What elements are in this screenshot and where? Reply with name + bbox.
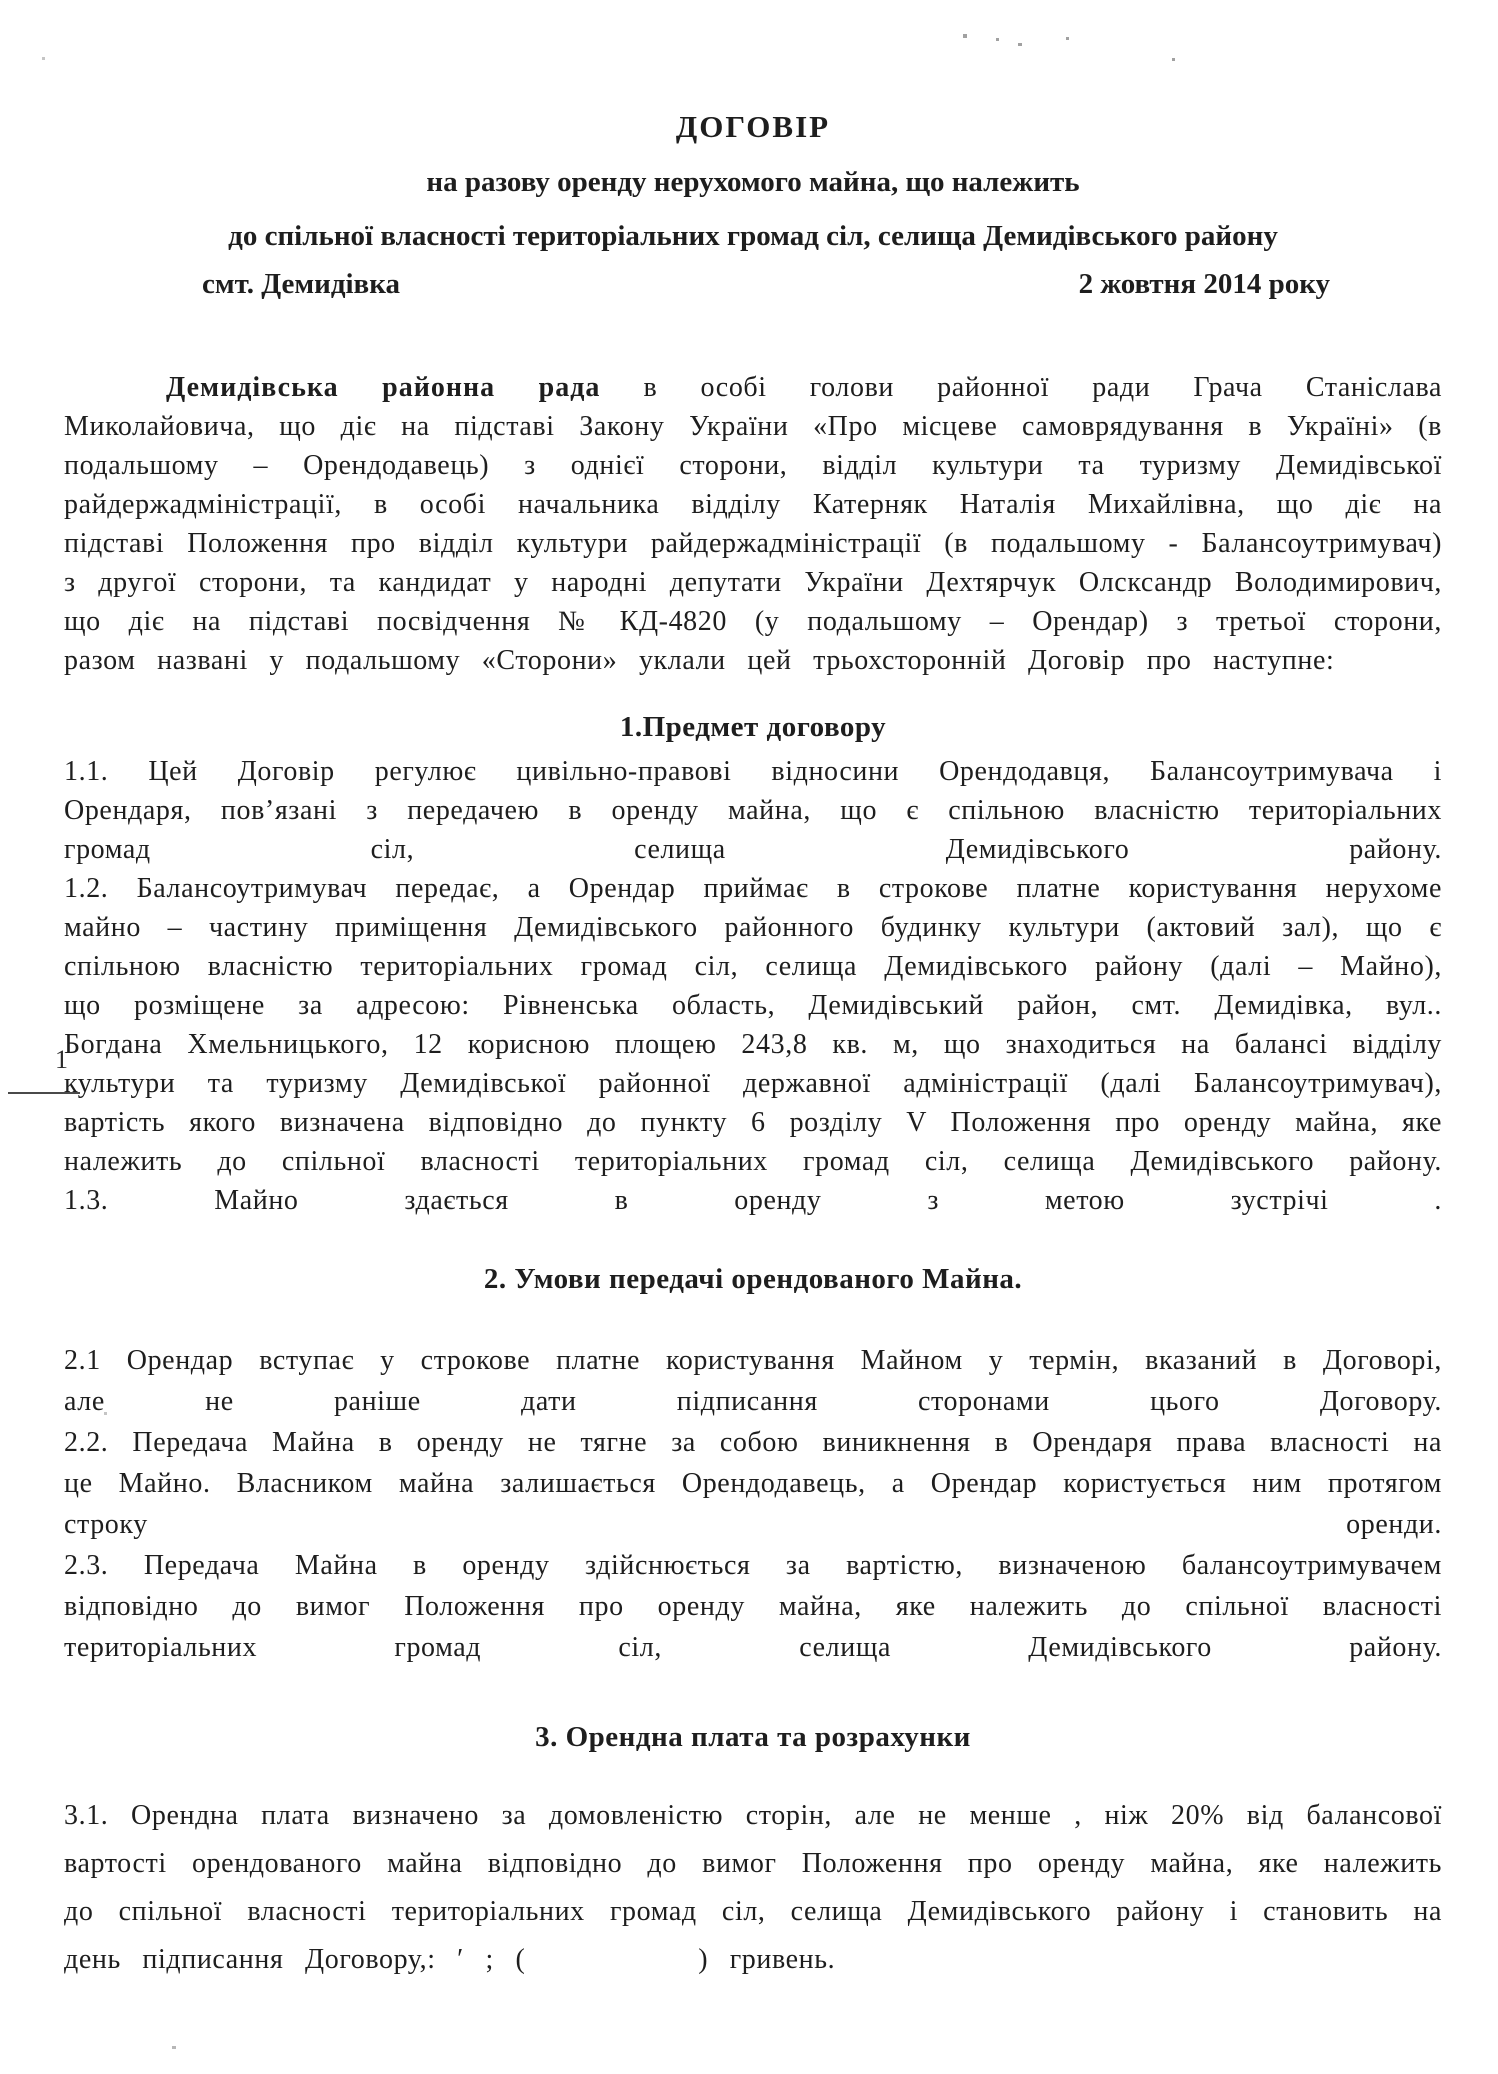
scan-speckle [42, 57, 45, 60]
section-3-rent-payments [64, 1716, 1442, 1984]
document-content [64, 0, 1442, 1984]
clause-2-2: 2.2. Передача Майна в оренду не тягне за собою виникнення в Орендаря права власності на це Майно. Власником майна залишається Орендодавець, а Орендар користується ним протягом строку оренди. [64, 1427, 1442, 1540]
preamble-paragraph [64, 368, 1442, 680]
clause-3-1: 3.1. Орендна плата визначено за домовленістю сторін, але не менше , ніж 20% від балансової вартості орендованого майна відповідно до вимог Положення про оренду майна, яке належить до спільної власності територіальних громад сіл, селища Демидівського району і становить на день підписання Договору,: ′ ; ( ) гривень. [64, 1800, 1442, 1975]
document-place: смт. Демидівка [202, 268, 400, 300]
preamble-lead-party: Демидівська районна рада [166, 372, 601, 403]
margin-page-number: 1 [55, 1045, 68, 1074]
clause-2-3: 2.3. Передача Майна в оренду здійснюється за вартістю, визначеною балансоутримувачем відповідно до вимог Положення про оренду майна, яке належить до спільної власності територіальних громад сіл, селища Демидівського району. [64, 1550, 1442, 1663]
document-subtitle-line-1: на разову оренду нерухомого майна, що належить [426, 166, 1080, 198]
document-subtitle-line-2: до спільної власності територіальних громад сіл, селища Демидівського району [228, 220, 1278, 252]
clause-1-2: 1.2. Балансоутримувач передає, а Орендар приймає в строкове платне користування нерухоме майно – частину приміщення Демидівського районного будинку культури (актовий зал), що є спільною власністю територіальних громад сіл, селища Демидівського району (далі – Майно), що розміщене за адресою: Рівненська область, Демидівський район, смт. Демидівка, вул.. Богдана Хмельницького, 12 корисною площею 243,8 кв. м, що знаходиться на балансі відділу культури та туризму Демидівської районної державної адміністрації (далі Балансоутримувач), вартість якого визначена відповідно до пункту 6 розділу V Положення про оренду майна, яке належить до спільної власності територіальних громад сіл, селища Демидівського району. [64, 873, 1442, 1177]
preamble-body-text: в особі голови районної ради Грача Станіслава Миколайовича, що діє на підставі Закону України «Про місцеве самоврядування в Україні» (в подальшому – Орендодавець) з однієї сторони, відділ культури та туризму Демидівської райдержадміністрації, в особі начальника відділу Катерняк Наталія Михайлівна, що діє на підставі Положення про відділ культури райдержадміністрації (в подальшому - Балансоутримувач) з другої сторони, та кандидат у народні депутати України Дехтярчук Олсксандр Володимирович, що діє на підставі посвідчення № КД-4820 (у подальшому – Орендар) з третьої сторони, разом названі у подальшому «Сторони» уклали цей трьохсторонній Договір про наступне: [64, 372, 1443, 676]
clause-1-1: 1.1. Цей Договір регулює цивільно-правові відносини Орендодавця, Балансоутримувача і Орендаря, пов’язані з передачею в оренду майна, що є спільною власністю територіальних громад сіл, селища Демидівського району. [64, 756, 1442, 865]
section-2-transfer-terms [64, 1258, 1442, 1668]
document-title: ДОГОВІР [675, 109, 831, 144]
section-1-heading: 1.Предмет договору [619, 711, 887, 743]
clause-1-3: 1.3. Майно здається в оренду з метою зустрічі . [64, 1185, 1442, 1216]
document-date: 2 жовтня 2014 року [1078, 268, 1330, 300]
section-3-heading: 3. Орендна плата та розрахунки [535, 1721, 971, 1753]
place-date-row [64, 264, 1442, 304]
section-2-heading: 2. Умови передачі орендованого Майна. [483, 1263, 1023, 1295]
section-1-subject [64, 706, 1442, 1220]
clause-2-1: 2.1 Орендар вступає у строкове платне користування Майном у термін, вказаний в Договорі, але не раніше дати підписання сторонами цього Договору. [64, 1345, 1442, 1417]
scan-speckle [172, 2046, 176, 2049]
